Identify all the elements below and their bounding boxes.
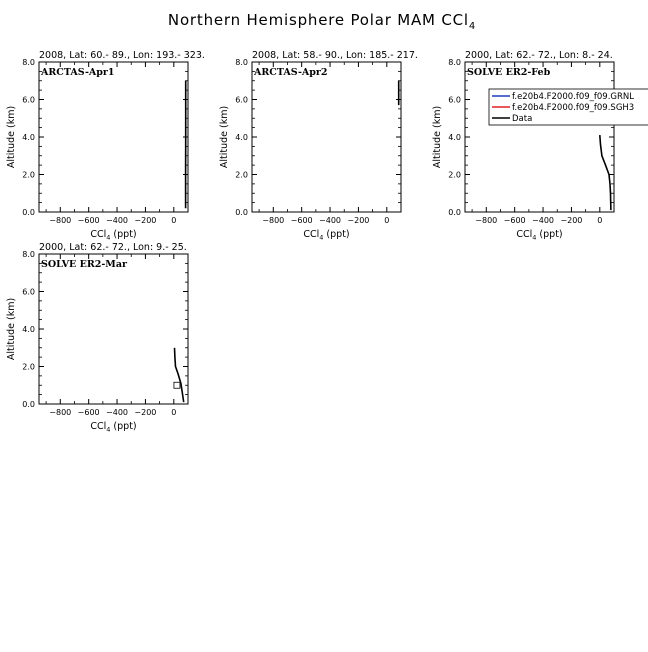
x-tick-label: −600 <box>291 216 313 225</box>
x-tick-label: −800 <box>49 216 71 225</box>
x-axis-label <box>516 229 562 242</box>
x-tick-label: −400 <box>106 216 128 225</box>
legend-entry-label: f.e20b4.F2000.f09_f09.SGH3 <box>512 103 634 113</box>
x-axis-label <box>90 229 136 242</box>
x-tick-label: −600 <box>78 216 100 225</box>
y-tick-label: 0.0 <box>235 208 248 217</box>
y-tick-label: 0.0 <box>22 400 35 409</box>
x-axis-label-subscript: 4 <box>106 426 110 434</box>
y-axis-label: Altitude (km) <box>219 106 230 168</box>
x-axis-label-unit: (ppt) <box>323 229 349 240</box>
y-tick-label: 0.0 <box>22 208 35 217</box>
y-tick-label: 2.0 <box>22 363 35 372</box>
plot-frame <box>252 62 401 212</box>
y-tick-label: 2.0 <box>22 171 35 180</box>
panel-name: SOLVE ER2-Feb <box>467 67 551 78</box>
y-axis-label: Altitude (km) <box>6 298 17 360</box>
x-tick-label: −400 <box>106 408 128 417</box>
y-tick-label: 6.0 <box>235 96 248 105</box>
y-axis-label: Altitude (km) <box>432 106 443 168</box>
x-tick-label: 0 <box>171 216 176 225</box>
x-axis-label-subscript: 4 <box>319 234 323 242</box>
chart-panel <box>6 50 205 242</box>
panel-header: 2000, Lat: 62.- 72., Lon: 9.- 25. <box>39 242 187 253</box>
figure-title <box>168 11 476 32</box>
legend-entry-label: f.e20b4.F2000.f09_f09.GRNL <box>512 92 634 102</box>
panel-name: ARCTAS-Apr2 <box>253 67 328 78</box>
y-tick-label: 6.0 <box>22 96 35 105</box>
x-tick-label: 0 <box>171 408 176 417</box>
x-tick-label: −600 <box>504 216 526 225</box>
chart-panel <box>432 50 648 242</box>
plot-frame <box>39 254 188 404</box>
x-tick-label: −200 <box>134 216 156 225</box>
x-axis-label-main: CCl <box>516 229 532 240</box>
x-tick-label: 0 <box>384 216 389 225</box>
panel-header: 2008, Lat: 58.- 90., Lon: 185.- 217. <box>252 50 418 61</box>
x-tick-label: −200 <box>134 408 156 417</box>
x-tick-label: −200 <box>560 216 582 225</box>
legend-entry-label: Data <box>512 114 532 124</box>
panel-header: 2000, Lat: 62.- 72., Lon: 8.- 24. <box>465 50 613 61</box>
panel-header: 2008, Lat: 60.- 89., Lon: 193.- 323. <box>39 50 205 61</box>
y-tick-label: 8.0 <box>22 250 35 259</box>
y-tick-label: 4.0 <box>235 133 248 142</box>
x-axis-label-unit: (ppt) <box>110 229 136 240</box>
y-tick-label: 8.0 <box>22 58 35 67</box>
panel-name: ARCTAS-Apr1 <box>40 67 115 78</box>
x-tick-label: −200 <box>347 216 369 225</box>
y-tick-label: 4.0 <box>22 133 35 142</box>
data-marker <box>174 382 180 388</box>
x-axis-label-main: CCl <box>90 421 106 432</box>
y-tick-label: 2.0 <box>448 171 461 180</box>
x-axis-label <box>303 229 349 242</box>
x-axis-label-main: CCl <box>303 229 319 240</box>
plot-frame <box>465 62 614 212</box>
y-tick-label: 4.0 <box>448 133 461 142</box>
chart-panel <box>219 50 418 242</box>
y-tick-label: 6.0 <box>448 96 461 105</box>
y-tick-label: 8.0 <box>235 58 248 67</box>
x-axis-label <box>90 421 136 434</box>
x-axis-label-unit: (ppt) <box>536 229 562 240</box>
data-line <box>175 348 184 402</box>
y-tick-label: 6.0 <box>22 288 35 297</box>
chart-panel <box>6 242 188 434</box>
y-tick-label: 0.0 <box>448 208 461 217</box>
y-tick-label: 4.0 <box>22 325 35 334</box>
x-tick-label: −800 <box>475 216 497 225</box>
x-tick-label: −400 <box>319 216 341 225</box>
x-tick-label: −600 <box>78 408 100 417</box>
y-axis-label: Altitude (km) <box>6 106 17 168</box>
y-tick-label: 2.0 <box>235 171 248 180</box>
data-line <box>600 135 611 210</box>
y-tick-label: 8.0 <box>448 58 461 67</box>
x-tick-label: −800 <box>262 216 284 225</box>
x-tick-label: −800 <box>49 408 71 417</box>
panel-name: SOLVE ER2-Mar <box>41 259 128 270</box>
x-tick-label: −400 <box>532 216 554 225</box>
figure-title-main: Northern Hemisphere Polar MAM CCl <box>168 11 469 29</box>
plot-frame <box>39 62 188 212</box>
x-tick-label: 0 <box>597 216 602 225</box>
figure-title-subscript: 4 <box>469 21 476 32</box>
x-axis-label-subscript: 4 <box>106 234 110 242</box>
x-axis-label-unit: (ppt) <box>110 421 136 432</box>
x-axis-label-main: CCl <box>90 229 106 240</box>
x-axis-label-subscript: 4 <box>532 234 536 242</box>
